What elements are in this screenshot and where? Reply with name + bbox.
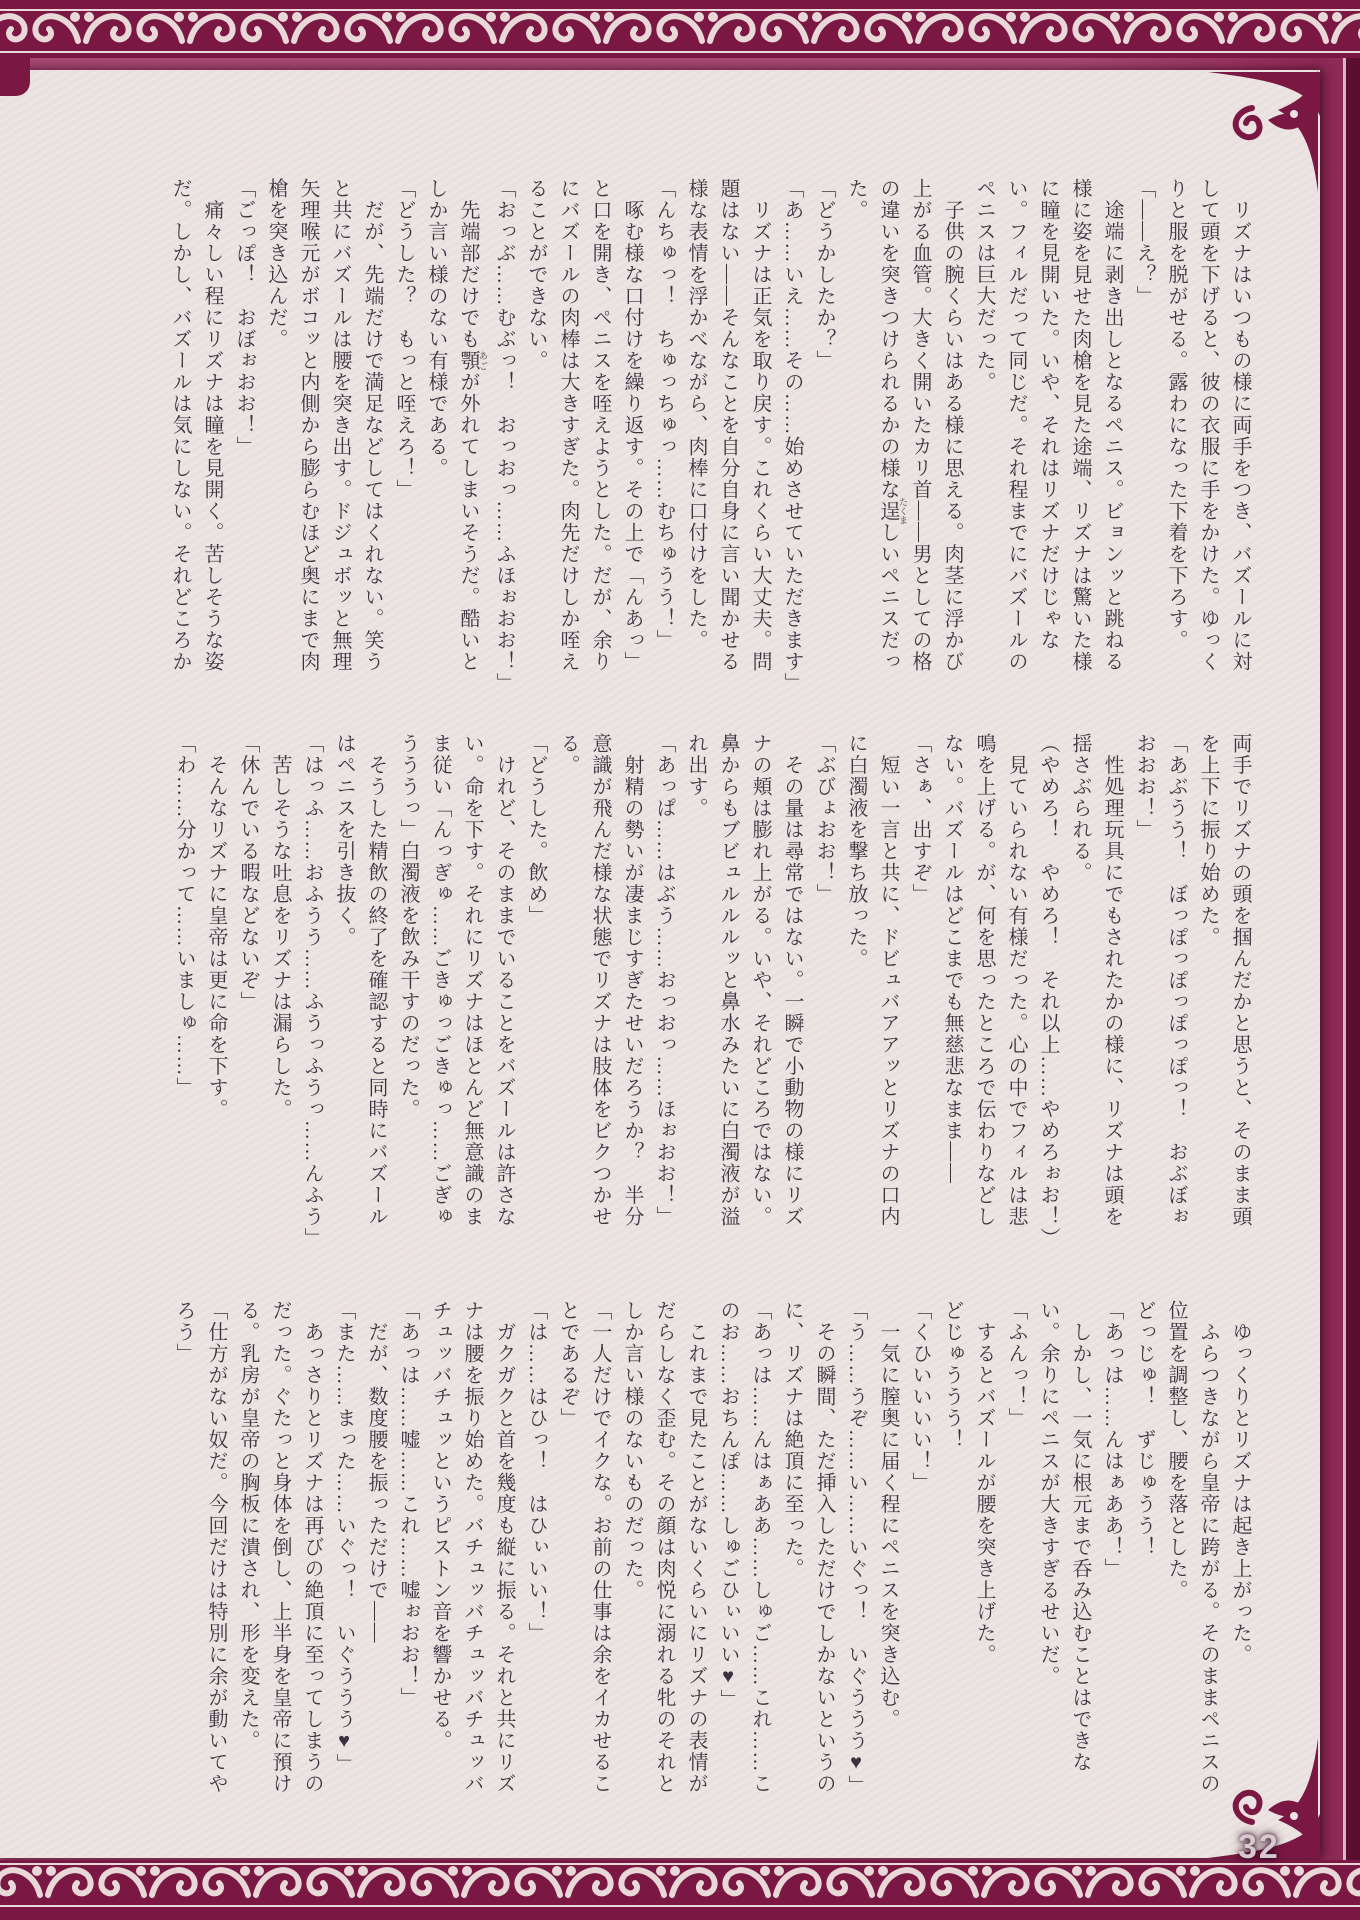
paragraph: 「あっは……嘘……これ……嘘ぉおお！」 [397, 1300, 419, 1709]
paragraph: 「ふんっ！」 [1005, 1300, 1027, 1429]
paragraph: ガクガクと首を幾度も縦に振る。それと共にリズナは腰を振り始めた。バチュッバチュッバチュッバチュッバチュッというピストン音を響かせる。 [429, 1300, 515, 1795]
paragraph: だが、先端だけで満足などしてはくれない。笑うと共にバズールは腰を突き出す。ドジュボッと無理矢理喉元がボコッと内側から膨らむほど奥にまで肉槍を突き込んだ。 [265, 178, 383, 673]
paragraph: 短い一言と共に、ドビュバアアッとリズナの口内に白濁液を撃ち放った。 [845, 733, 899, 1228]
paragraph: 見ていられない有様だった。心の中でフィルは悲鳴を上げる。が、何を思ったところで伝わりなどしない。バズールはどこまでも無慈悲なまま―― [941, 733, 1027, 1228]
scroll-vine-border-icon [0, 9, 1360, 53]
paragraph: 「仕方がない奴だ。今回だけは特別に余が動いてやろう」 [173, 1300, 227, 1795]
paragraph: 苦しそうな吐息をリズナは漏らした。 [269, 733, 291, 1120]
paragraph: 「ぶびょおお！」 [813, 733, 835, 905]
paragraph: 「う……うぞ……い……いぐっ！ いぐううう♥」 [845, 1300, 867, 1797]
paragraph: 「くひいいいい！」 [909, 1300, 931, 1494]
paragraph: どじゅううう！ [941, 1300, 963, 1451]
paragraph: 「あ……いえ……その……始めさせていただきます」 [781, 178, 803, 694]
paragraph: 射精の勢いが凄まじすぎたせいだろうか？ 半分意識が飛んだ様な状態でリズナは肢体をビクつかせる。 [557, 733, 643, 1228]
paragraph: そうした精飲の終了を確認すると同時にバズールはペニスを引き抜く。 [333, 733, 387, 1228]
paragraph: あっさりとリズナは再びの絶頂に至ってしまうのだった。ぐたっと身体を倒し、上半身を皇帝に預ける。乳房が皇帝の胸板に潰され、形を変えた。 [237, 1300, 323, 1795]
scroll-vine-border-icon [0, 1863, 1360, 1907]
paragraph: 「あぶうう！ ぼっぽっぽっぽっぽっ！ おぶぼぉおおお！」 [1133, 733, 1187, 1228]
paragraph: しかし、一気に根元まで呑み込むことはできない。余りにペニスが大きすぎるせいだ。 [1037, 1300, 1091, 1773]
text-band-2 [164, 733, 1256, 1247]
paragraph: 「どうした？ もっと咥えろ！」 [393, 178, 415, 501]
paragraph: 「わ……分かって……いましゅ……」 [173, 733, 195, 1099]
paragraph: 両手でリズナの頭を掴んだかと思うと、そのまま頭を上下に振り始めた。 [1197, 733, 1251, 1228]
paragraph: そんなリズナに皇帝は更に命を下す。 [205, 733, 227, 1120]
paragraph: 途端に剥き出しとなるペニス。ビョンッと跳ねる様に姿を見せた肉槍を見た途端、リズナは驚いた様に瞳を見開いた。いや、それはリズナだけじゃない。フィルだって同じだ。それ程までにバズールのペニスは巨大だった。 [973, 178, 1123, 673]
paragraph: その量は尋常ではない。一瞬で小動物の様にリズナの頬は膨れ上がる。いや、それどころではない。鼻からもブビュルルルッと鼻水みたいに白濁液が溢れ出す。 [685, 733, 803, 1228]
paragraph: 「さぁ、出すぞ」 [909, 733, 931, 905]
paragraph: 「休んでいる暇などないぞ」 [237, 733, 259, 1013]
paragraph: 「一人だけでイクな。お前の仕事は余をイカせることであるぞ」 [557, 1300, 611, 1795]
bottom-border [0, 1860, 1360, 1920]
paragraph: その瞬間、ただ挿入しただけでしかないというのに、リズナは絶頂に至った。 [781, 1300, 835, 1795]
paragraph: 先端部だけでも顎 あごが外れてしまいそうだ。酷いとしか言い様のない有様である。 [425, 178, 488, 673]
paragraph: けれど、そのままでいることをバズールは許さない。命を下す。それにリズナはほとんど無意識のまま従い「んっぎゅ……ごきゅっごきゅっ……ごぎゅうううっ」白濁液を飲み干すのだった。 [397, 733, 515, 1228]
text-band-1 [164, 178, 1256, 692]
paragraph: 「んちゅっ！ ちゅっちゅっ……むちゅうう！」 [653, 178, 675, 651]
paragraph: 啄む様な口付けを繰り返す。その上で「んあっ」と口を開き、ペニスを咥えようとした。だが、余りにバズールの肉棒は大きすぎた。肉先だけしか咥えることができない。 [525, 178, 643, 673]
paragraph: 「どうかしたか？」 [813, 178, 835, 372]
paragraph: 「どうした。飲め」 [525, 733, 547, 927]
paragraph: これまで見たことがないくらいにリズナの表情がだらしなく歪む。その顔は肉悦に溺れる牝のそれとしか言い様のないものだった。 [621, 1300, 707, 1795]
paragraph: 「また……まった……いぐっ！ いぐううう♥」 [333, 1300, 355, 1775]
paragraph: 「ごっぽ！ おぼぉおお！」 [233, 178, 255, 458]
paragraph: どっじゅ！ ずじゅうう！ [1133, 1300, 1155, 1558]
text-band-3 [164, 1300, 1256, 1814]
paragraph: 性処理玩具にでもされたかの様に、リズナは頭を揺さぶられる。 [1069, 733, 1123, 1228]
paragraph: 子供の腕くらいはある様に思える。肉茎に浮かび上がる血管。大きく開いたカリ首――男としての格の違いを突きつけられるかの様な逞 たくましいペニスだった。 [845, 178, 963, 673]
paragraph: 痛々しい程にリズナは瞳を見開く。苦しそうな姿だ。しかし、バズールは気にしない。それどころか [169, 178, 223, 673]
paragraph: 「あっは……んはぁああ……しゅご……これ……このお……おちんぽ……しゅごひぃいい♥」 [717, 1300, 771, 1795]
corner-flourish-icon [1190, 70, 1320, 200]
paragraph: （やめろ！ やめろ！ それ以上……やめろぉお！） [1037, 733, 1059, 1249]
paragraph: ゆっくりとリズナは起き上がった。 [1229, 1300, 1251, 1666]
paragraph: だが、数度腰を振っただけで―― [365, 1300, 387, 1644]
paragraph: 「おっぶ……むぶっ！ おっおっ……ふほぉおお！」 [493, 178, 515, 694]
paragraph: ふらつきながら皇帝に跨がる。そのままペニスの位置を調整し、腰を落とした。 [1165, 1300, 1219, 1795]
paragraph: 「あっぱ……はぶう……おっおっ……ほぉおお！」 [653, 733, 675, 1228]
paragraph: 「は……はひっ！ はひぃいい！」 [525, 1300, 547, 1644]
page-number: 32 [1238, 1828, 1280, 1866]
paragraph: 一気に膣奥に届く程にペニスを突き込む。 [877, 1300, 899, 1730]
page-edge-line [1343, 58, 1346, 1860]
paragraph: 「はっふ……おふうう……ふうっふうっ……んふう」 [301, 733, 323, 1249]
paragraph: 「あっは……んはぁああ！」 [1101, 1300, 1123, 1580]
border-left-tab [0, 58, 30, 96]
paragraph: 「――え？」 [1133, 178, 1155, 307]
paragraph: するとバズールが腰を突き上げた。 [973, 1300, 995, 1666]
paragraph: リズナはいつもの様に両手をつき、バズールに対して頭を下げると、彼の衣服に手をかけた。ゆっくりと服を脱がせる。露わになった下着を下ろす。 [1165, 178, 1251, 673]
paragraph: リズナは正気を取り戻す。これくらい大丈夫。問題はない――そんなことを自分自身に言い聞かせる様な表情を浮かべながら、肉棒に口付けをした。 [685, 178, 771, 673]
top-border [0, 0, 1360, 58]
